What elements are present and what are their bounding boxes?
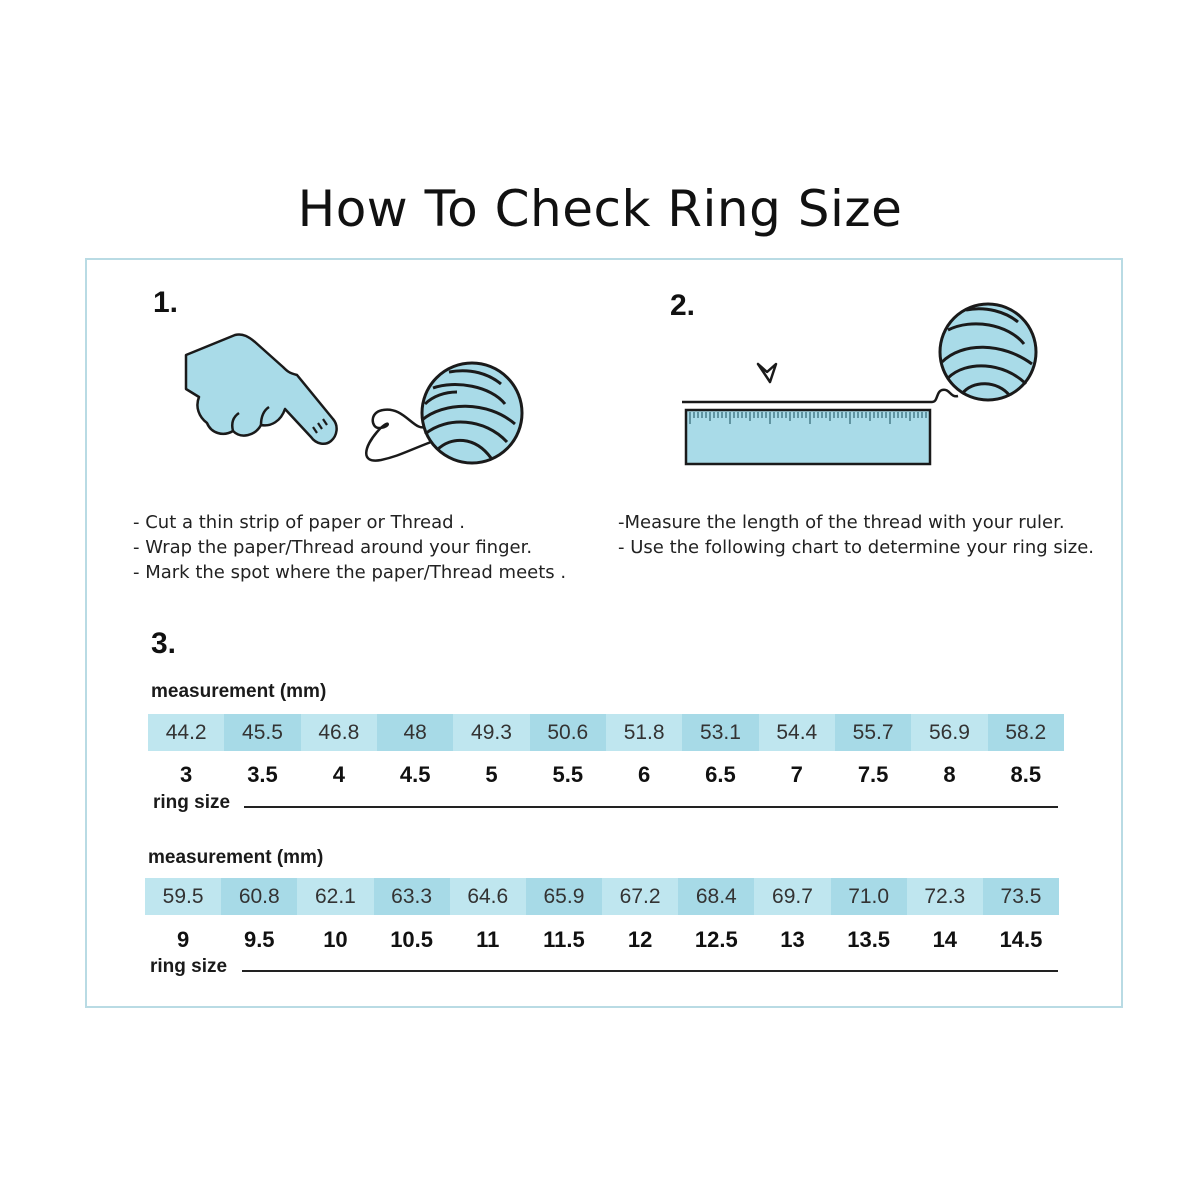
measurement-cell: 55.7 (835, 714, 911, 751)
ring-size-cell: 3.5 (247, 762, 278, 787)
ring-size-cell: 11 (476, 927, 500, 952)
measurement-cell: 50.6 (530, 714, 606, 751)
ring-size-cell: 8 (943, 762, 956, 787)
ring-size-cell: 8.5 (1010, 762, 1042, 787)
ring-size-cell: 4 (332, 762, 345, 787)
step-1-number: 1. (153, 286, 179, 319)
ring-size-cell: 10 (323, 927, 348, 952)
ruler-measure-icon (680, 300, 1040, 470)
measurement-cell: 53.1 (682, 714, 758, 751)
chart-2-size-row (145, 925, 1059, 955)
ring-size-cell: 5 (485, 762, 498, 787)
chart-1-ring-size-label: ring size (153, 792, 231, 813)
ring-size-cell: 14.5 (999, 927, 1043, 952)
chart-2-ring-size-label: ring size (150, 956, 228, 977)
measurement-cell: 63.3 (374, 878, 450, 915)
ring-size-cell: 7 (790, 762, 803, 787)
chart-2-measurement-row (145, 878, 1059, 915)
step-1-line-2: - Wrap the paper/Thread around your finger. (133, 537, 533, 558)
chart-2-divider (242, 970, 1058, 972)
step-2-number: 2. (670, 289, 696, 322)
measurement-cell: 69.7 (754, 878, 830, 915)
measurement-cell: 45.5 (224, 714, 300, 751)
measurement-cell: 67.2 (602, 878, 678, 915)
measurement-cell: 59.5 (145, 878, 221, 915)
step-2-instructions (618, 510, 1094, 560)
measurement-cell: 68.4 (678, 878, 754, 915)
ring-size-cell: 3 (180, 762, 193, 787)
ring-size-cell: 4.5 (399, 762, 431, 787)
ring-size-cell: 9 (176, 927, 190, 952)
measurement-cell: 71.0 (831, 878, 907, 915)
measurement-cell: 54.4 (759, 714, 835, 751)
ring-size-cell: 10.5 (390, 927, 434, 952)
step-1-instructions (133, 510, 566, 585)
step-3-number: 3. (151, 627, 177, 660)
step-1-line-1: - Cut a thin strip of paper or Thread . (133, 512, 465, 533)
ring-size-cell: 14 (932, 927, 958, 952)
page-title: How To Check Ring Size (297, 180, 903, 238)
measurement-cell: 58.2 (988, 714, 1064, 751)
measurement-cell: 56.9 (911, 714, 987, 751)
thread-ball-icon (355, 360, 525, 465)
step-2-line-2: - Use the following chart to determine your ring size. (618, 537, 1095, 558)
measurement-cell: 64.6 (450, 878, 526, 915)
ring-size-cell: 7.5 (857, 762, 889, 787)
step-1-line-3: - Mark the spot where the paper/Thread meets . (133, 562, 567, 583)
ring-size-cell: 11.5 (543, 927, 585, 952)
hand-pointing-icon (183, 333, 348, 448)
ring-size-cell: 5.5 (552, 762, 584, 787)
measurement-cell: 48 (377, 714, 453, 751)
measurement-cell: 44.2 (148, 714, 224, 751)
measurement-cell: 60.8 (221, 878, 297, 915)
measurement-cell: 46.8 (301, 714, 377, 751)
chart-1-measurement-label: measurement (mm) (151, 681, 327, 702)
ring-size-cell: 13.5 (847, 927, 891, 952)
ring-size-cell: 6.5 (705, 762, 736, 787)
chart-1-size-row (148, 760, 1064, 790)
measurement-cell: 49.3 (453, 714, 529, 751)
measurement-cell: 65.9 (526, 878, 602, 915)
chart-1-measurement-row (148, 714, 1064, 751)
ring-size-cell: 13 (780, 927, 805, 952)
measurement-cell: 72.3 (907, 878, 983, 915)
ring-size-cell: 12.5 (694, 927, 738, 952)
measurement-cell: 62.1 (297, 878, 373, 915)
chart-2-measurement-label: measurement (mm) (148, 847, 324, 868)
ring-size-cell: 9.5 (243, 927, 275, 952)
step-2-line-1: -Measure the length of the thread with your ruler. (618, 512, 1065, 533)
measurement-cell: 73.5 (983, 878, 1059, 915)
ring-size-cell: 12 (627, 927, 653, 952)
chart-1-divider (244, 806, 1058, 808)
measurement-cell: 51.8 (606, 714, 682, 751)
ring-size-cell: 6 (638, 762, 651, 787)
